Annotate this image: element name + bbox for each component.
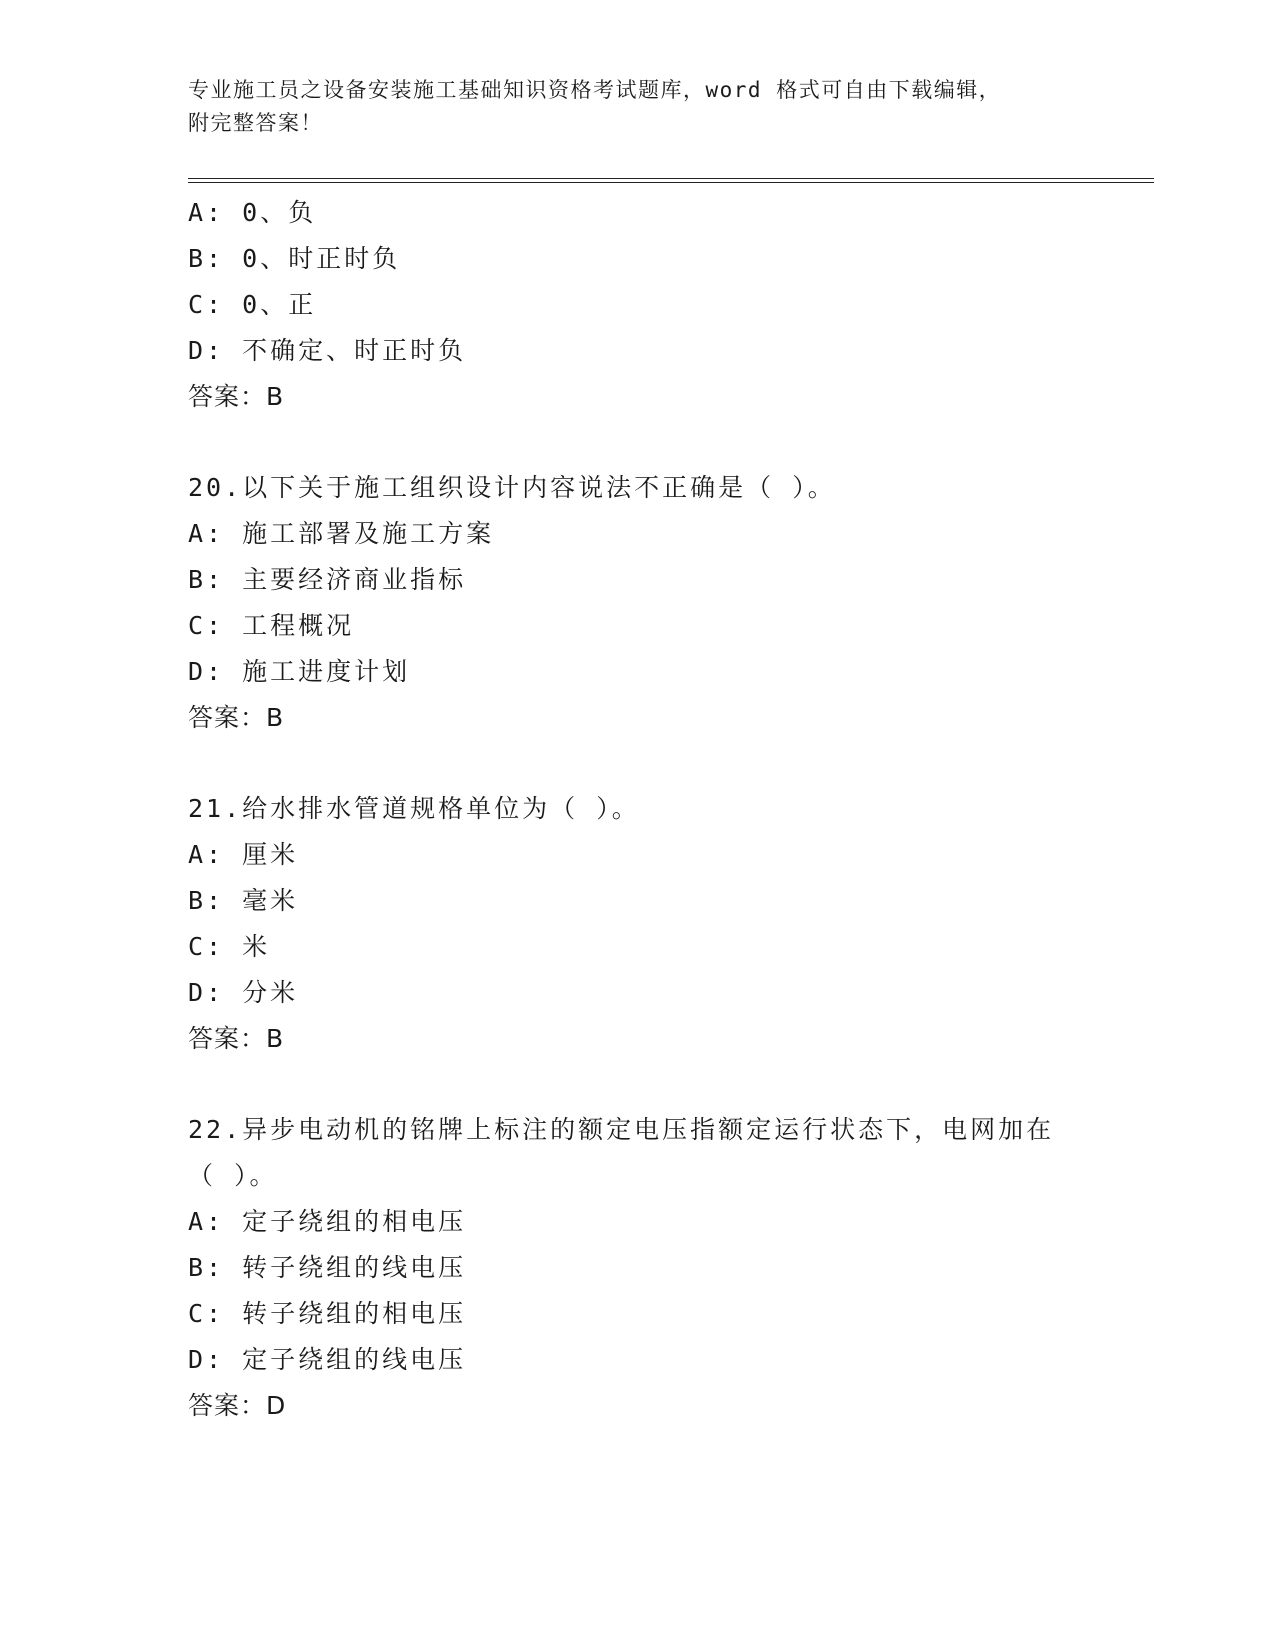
answer: 答案：D	[188, 1391, 287, 1420]
question-text: 21.给水排水管道规格单位为（ ）。	[188, 794, 640, 823]
option-c: C: 米	[188, 932, 271, 961]
question-21	[188, 786, 1154, 1062]
question-text: 20.以下关于施工组织设计内容说法不正确是（ ）。	[188, 473, 836, 502]
spacer	[188, 420, 1154, 465]
document-header	[188, 74, 1088, 140]
header-line-1: 专业施工员之设备安装施工基础知识资格考试题库，word 格式可自由下载编辑，	[188, 78, 1002, 102]
option-b: B: 主要经济商业指标	[188, 565, 467, 594]
option-b: B: 毫米	[188, 886, 299, 915]
option-a: A: 0、负	[188, 198, 317, 227]
header-divider-top	[188, 178, 1154, 179]
option-d: D: 定子绕组的线电压	[188, 1345, 467, 1374]
question-19	[188, 190, 1154, 420]
option-d: D: 不确定、时正时负	[188, 336, 467, 365]
option-c: C: 转子绕组的相电压	[188, 1299, 467, 1328]
option-a: A: 施工部署及施工方案	[188, 519, 495, 548]
option-d: D: 施工进度计划	[188, 657, 411, 686]
question-22	[188, 1107, 1154, 1429]
answer: 答案：B	[188, 1024, 285, 1053]
option-a: A: 厘米	[188, 840, 299, 869]
option-b: B: 转子绕组的线电压	[188, 1253, 467, 1282]
option-c: C: 工程概况	[188, 611, 355, 640]
spacer	[188, 741, 1154, 786]
question-list	[188, 190, 1154, 1429]
header-divider-bottom	[188, 182, 1154, 183]
option-b: B: 0、时正时负	[188, 244, 401, 273]
answer: 答案：B	[188, 382, 285, 411]
header-line-2: 附完整答案！	[188, 111, 323, 135]
option-a: A: 定子绕组的相电压	[188, 1207, 467, 1236]
question-text-line-2: （ ）。	[188, 1161, 278, 1190]
spacer	[188, 1062, 1154, 1107]
question-text-line-1: 22.异步电动机的铭牌上标注的额定电压指额定运行状态下，电网加在	[188, 1115, 1055, 1144]
question-20	[188, 465, 1154, 741]
option-d: D: 分米	[188, 978, 299, 1007]
answer: 答案：B	[188, 703, 285, 732]
option-c: C: 0、正	[188, 290, 317, 319]
